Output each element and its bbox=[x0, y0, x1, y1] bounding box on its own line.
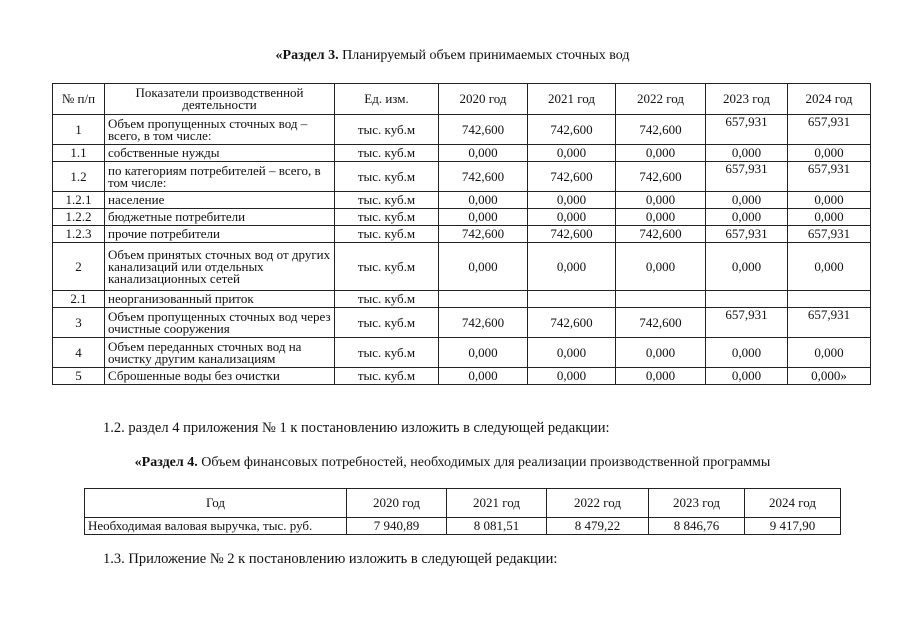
value-cell: 0,000 bbox=[706, 338, 788, 368]
value-cell: 742,600 bbox=[616, 162, 706, 192]
value-cell: 0,000 bbox=[706, 145, 788, 162]
value-cell: 0,000 bbox=[439, 243, 528, 291]
value-cell: 0,000 bbox=[616, 368, 706, 385]
table-row bbox=[53, 145, 871, 162]
table-row bbox=[53, 226, 871, 243]
table-row bbox=[53, 162, 871, 192]
row-indicator: Объем пропущенных сточных вод – всего, в том числе: bbox=[105, 115, 335, 145]
row-unit: тыс. куб.м bbox=[335, 291, 439, 308]
row-unit: тыс. куб.м bbox=[335, 243, 439, 291]
section-4-title-text: Объем финансовых потребностей, необходимых для реализации производственной программы bbox=[197, 455, 771, 470]
row-unit: тыс. куб.м bbox=[335, 162, 439, 192]
value-cell: 742,600 bbox=[439, 162, 528, 192]
row-indicator: Объем пропущенных сточных вод через очистные сооружения bbox=[105, 308, 335, 338]
row-indicator: неорганизованный приток bbox=[105, 291, 335, 308]
value-cell: 0,000 bbox=[706, 243, 788, 291]
value-cell: 8 846,76 bbox=[649, 518, 745, 535]
header-cell: 2022 год bbox=[616, 84, 706, 115]
header-cell: Ед. изм. bbox=[335, 84, 439, 115]
value-cell: 0,000 bbox=[528, 145, 616, 162]
header-cell: 2020 год bbox=[439, 84, 528, 115]
value-cell: 0,000 bbox=[439, 338, 528, 368]
value-cell: 742,600 bbox=[616, 115, 706, 145]
value-cell: 657,931 bbox=[788, 308, 871, 338]
section-3-header-row bbox=[53, 84, 871, 115]
value-cell: 657,931 bbox=[706, 308, 788, 338]
value-cell: 0,000 bbox=[706, 368, 788, 385]
table-row bbox=[53, 209, 871, 226]
row-number: 2 bbox=[53, 243, 105, 291]
row-indicator: бюджетные потребители bbox=[105, 209, 335, 226]
header-cell: 2024 год bbox=[788, 84, 871, 115]
row-number: 4 bbox=[53, 338, 105, 368]
value-cell: 0,000 bbox=[788, 243, 871, 291]
row-number: 3 bbox=[53, 308, 105, 338]
value-cell: 657,931 bbox=[706, 162, 788, 192]
value-cell bbox=[616, 291, 706, 308]
value-cell: 0,000 bbox=[439, 145, 528, 162]
value-cell: 0,000 bbox=[788, 145, 871, 162]
row-indicator: собственные нужды bbox=[105, 145, 335, 162]
section-4-title bbox=[0, 455, 905, 471]
row-indicator: прочие потребители bbox=[105, 226, 335, 243]
value-cell: 0,000 bbox=[439, 209, 528, 226]
table-row bbox=[53, 308, 871, 338]
section-3-title-text: Планируемый объем принимаемых сточных вод bbox=[338, 48, 630, 63]
value-cell: 0,000 bbox=[439, 368, 528, 385]
value-cell: 742,600 bbox=[439, 308, 528, 338]
row-unit: тыс. куб.м bbox=[335, 209, 439, 226]
value-cell: 657,931 bbox=[788, 162, 871, 192]
row-unit: тыс. куб.м bbox=[335, 368, 439, 385]
row-indicator: население bbox=[105, 192, 335, 209]
value-cell: 7 940,89 bbox=[347, 518, 447, 535]
row-unit: тыс. куб.м bbox=[335, 192, 439, 209]
header-cell: № п/п bbox=[53, 84, 105, 115]
value-cell: 0,000 bbox=[616, 145, 706, 162]
value-cell: 0,000 bbox=[616, 243, 706, 291]
value-cell: 0,000 bbox=[788, 209, 871, 226]
header-cell: 2023 год bbox=[649, 489, 745, 518]
table-row bbox=[53, 338, 871, 368]
value-cell: 0,000 bbox=[616, 338, 706, 368]
value-cell: 0,000» bbox=[788, 368, 871, 385]
row-unit: тыс. куб.м bbox=[335, 308, 439, 338]
value-cell: 0,000 bbox=[439, 192, 528, 209]
value-cell: 742,600 bbox=[528, 115, 616, 145]
header-cell: 2021 год bbox=[528, 84, 616, 115]
value-cell: 742,600 bbox=[616, 226, 706, 243]
value-cell: 8 479,22 bbox=[547, 518, 649, 535]
value-cell: 0,000 bbox=[528, 192, 616, 209]
row-unit: тыс. куб.м bbox=[335, 145, 439, 162]
header-cell: 2024 год bbox=[745, 489, 841, 518]
table-row bbox=[53, 192, 871, 209]
value-cell: 657,931 bbox=[706, 115, 788, 145]
value-cell: 657,931 bbox=[788, 226, 871, 243]
value-cell: 0,000 bbox=[528, 368, 616, 385]
paragraph-1-2: 1.2. раздел 4 приложения № 1 к постановлению изложить в следующей редакции: bbox=[103, 420, 610, 436]
row-number: 1.2 bbox=[53, 162, 105, 192]
row-number: 2.1 bbox=[53, 291, 105, 308]
row-number: 1.2.2 bbox=[53, 209, 105, 226]
section-3-title-prefix: «Раздел 3. bbox=[275, 48, 339, 63]
value-cell: 0,000 bbox=[528, 338, 616, 368]
value-cell: 742,600 bbox=[528, 308, 616, 338]
row-number: 5 bbox=[53, 368, 105, 385]
value-cell: 742,600 bbox=[528, 226, 616, 243]
value-cell bbox=[788, 291, 871, 308]
table-row bbox=[53, 115, 871, 145]
row-indicator: Сброшенные воды без очистки bbox=[105, 368, 335, 385]
value-cell: 0,000 bbox=[616, 192, 706, 209]
value-cell: 0,000 bbox=[788, 192, 871, 209]
row-unit: тыс. куб.м bbox=[335, 338, 439, 368]
value-cell: 742,600 bbox=[439, 226, 528, 243]
section-4-header-row bbox=[85, 489, 841, 518]
section-3-title bbox=[0, 48, 905, 64]
header-cell: 2023 год bbox=[706, 84, 788, 115]
row-unit: тыс. куб.м bbox=[335, 115, 439, 145]
value-cell: 742,600 bbox=[439, 115, 528, 145]
paragraph-1-3: 1.3. Приложение № 2 к постановлению изложить в следующей редакции: bbox=[103, 551, 558, 567]
value-cell bbox=[706, 291, 788, 308]
row-number: 1.1 bbox=[53, 145, 105, 162]
value-cell: 742,600 bbox=[616, 308, 706, 338]
value-cell: 0,000 bbox=[528, 209, 616, 226]
table-row bbox=[85, 518, 841, 535]
row-unit: тыс. куб.м bbox=[335, 226, 439, 243]
row-indicator: Объем переданных сточных вод на очистку другим канализациям bbox=[105, 338, 335, 368]
value-cell bbox=[439, 291, 528, 308]
section-3-table bbox=[52, 83, 871, 385]
row-number: 1 bbox=[53, 115, 105, 145]
row-number: 1.2.1 bbox=[53, 192, 105, 209]
value-cell: 742,600 bbox=[528, 162, 616, 192]
row-label: Необходимая валовая выручка, тыс. руб. bbox=[85, 518, 347, 535]
value-cell: 0,000 bbox=[616, 209, 706, 226]
header-cell: Год bbox=[85, 489, 347, 518]
value-cell: 0,000 bbox=[706, 192, 788, 209]
table-row bbox=[53, 291, 871, 308]
section-4-table bbox=[84, 488, 841, 535]
value-cell: 0,000 bbox=[528, 243, 616, 291]
section-4-title-prefix: «Раздел 4. bbox=[134, 455, 198, 470]
row-indicator: Объем принятых сточных вод от других канализаций или отдельных канализационных сетей bbox=[105, 243, 335, 291]
value-cell: 0,000 bbox=[788, 338, 871, 368]
value-cell: 8 081,51 bbox=[447, 518, 547, 535]
table-row bbox=[53, 368, 871, 385]
value-cell: 9 417,90 bbox=[745, 518, 841, 535]
header-cell: 2021 год bbox=[447, 489, 547, 518]
row-indicator: по категориям потребителей – всего, в том числе: bbox=[105, 162, 335, 192]
table-row bbox=[53, 243, 871, 291]
value-cell: 657,931 bbox=[788, 115, 871, 145]
value-cell bbox=[528, 291, 616, 308]
value-cell: 0,000 bbox=[706, 209, 788, 226]
header-cell: 2020 год bbox=[347, 489, 447, 518]
header-cell: 2022 год bbox=[547, 489, 649, 518]
header-cell: Показатели производственной деятельности bbox=[105, 84, 335, 115]
row-number: 1.2.3 bbox=[53, 226, 105, 243]
value-cell: 657,931 bbox=[706, 226, 788, 243]
